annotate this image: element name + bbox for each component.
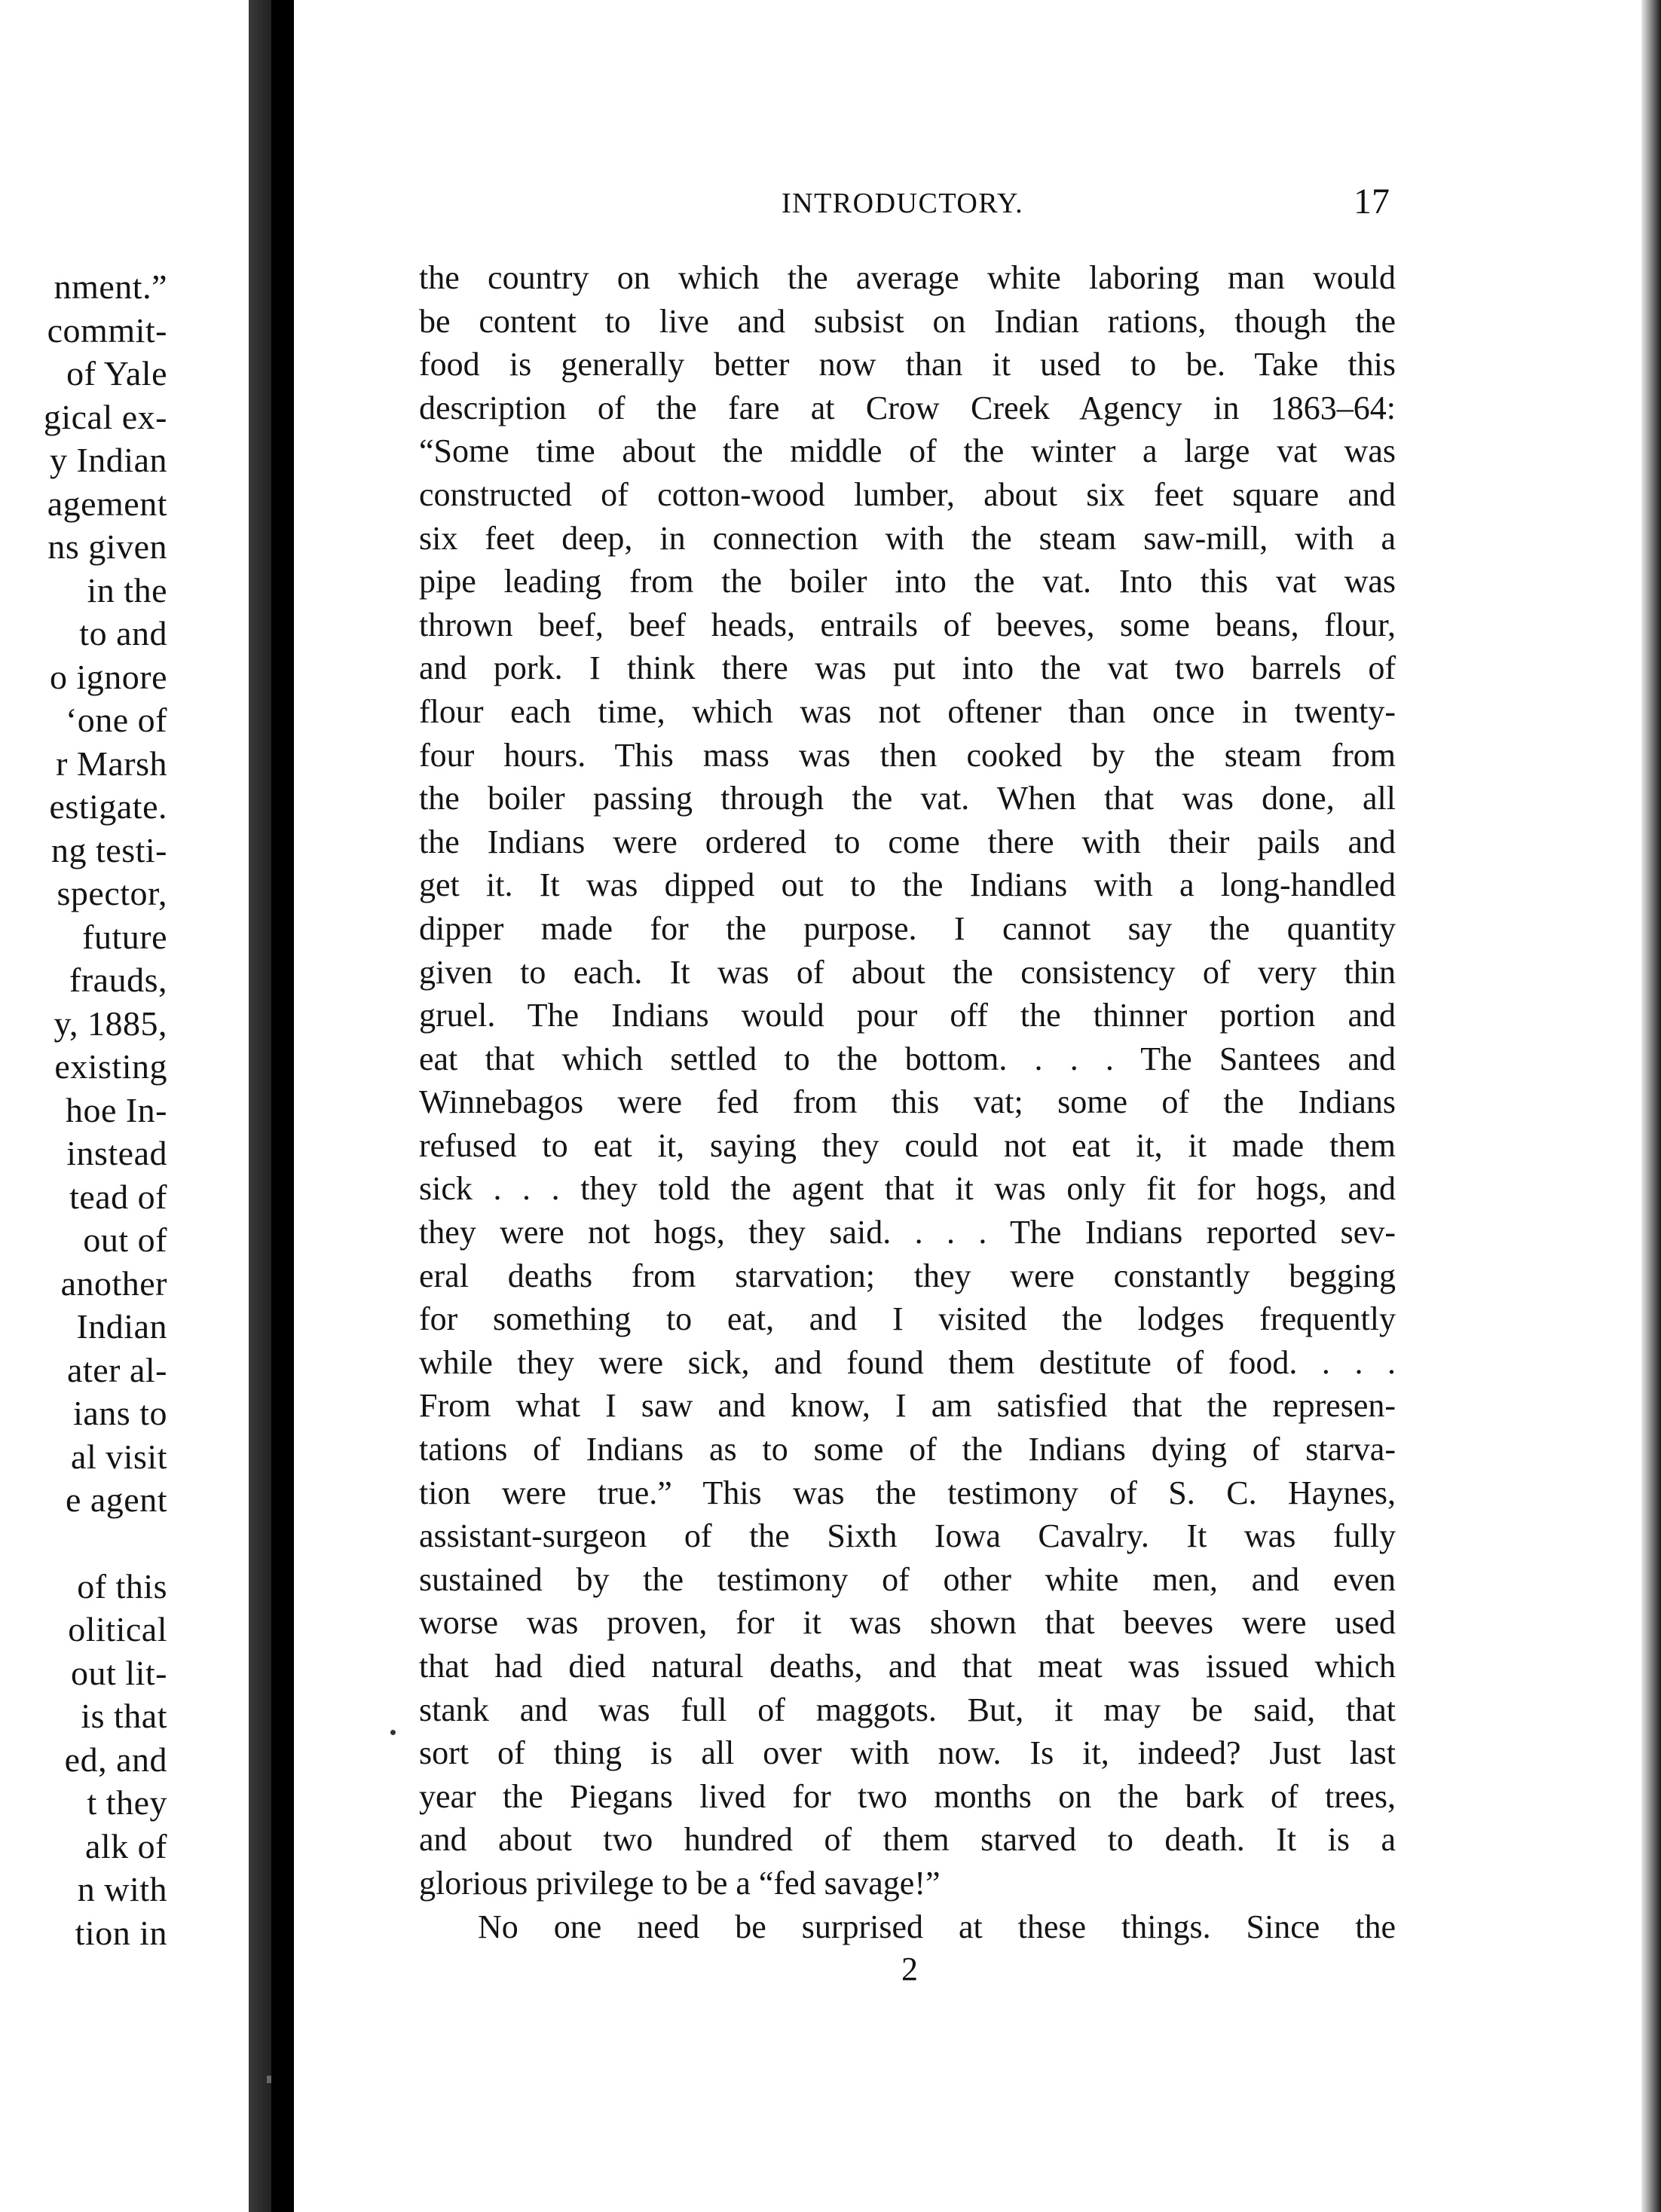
- facing-page-line: of this: [77, 1566, 167, 1606]
- text-line: sort of thing is all over with now. Is it, indeed? Just last: [419, 1734, 1396, 1772]
- facing-page-line: alk of: [84, 1826, 167, 1865]
- facing-page-line: frauds,: [69, 961, 167, 999]
- facing-page-line: ed, and: [64, 1740, 167, 1779]
- text-line: “Some time about the middle of the winter a large vat was: [419, 432, 1396, 470]
- facing-page-line: al visit: [71, 1437, 167, 1476]
- page-number: 17: [1354, 182, 1390, 222]
- text-line: thrown beef, beef heads, entrails of beeves, some beans, flour,: [419, 606, 1396, 643]
- facing-page-line: of Yale: [66, 354, 167, 393]
- facing-page-line: r Marsh: [56, 744, 167, 783]
- text-line: get it. It was dipped out to the Indians with a long-handled: [419, 866, 1396, 904]
- facing-page-line: ng testi-: [51, 830, 167, 869]
- text-line: worse was proven, for it was shown that beeves were used: [419, 1604, 1396, 1642]
- facing-page-line: n with: [77, 1870, 167, 1908]
- facing-page-text: [44, 265, 167, 1954]
- facing-page-line: ater al-: [67, 1350, 167, 1389]
- text-line: for something to eat, and I visited the lodges frequently: [419, 1300, 1396, 1338]
- facing-page-line: spector,: [57, 874, 167, 912]
- facing-page-line: e agent: [65, 1480, 167, 1519]
- facing-page-line: agement: [47, 484, 167, 523]
- text-line: that had died natural deaths, and that meat was issued which: [419, 1648, 1396, 1685]
- text-line: description of the fare at Crow Creek Agency in 1863–64:: [419, 389, 1396, 426]
- margin-mark: [267, 2076, 271, 2083]
- running-head: INTRODUCTORY.: [782, 188, 1024, 219]
- text-line: sick . . . they told the agent that it was only fit for hogs, and: [419, 1170, 1396, 1208]
- text-line: flour each time, which was not oftener than once in twenty-: [419, 692, 1396, 730]
- text-line: tion were true.” This was the testimony of S. C. Haynes,: [419, 1474, 1396, 1511]
- text-line: four hours. This mass was then cooked by the steam from: [419, 736, 1396, 774]
- text-line: refused to eat it, saying they could not eat it, it made them: [419, 1126, 1396, 1164]
- text-line: they were not hogs, they said. . . . The Indians reported sev-: [419, 1214, 1396, 1251]
- facing-page-line: [44, 1522, 167, 1565]
- text-line: glorious privilege to be a “fed savage!”: [419, 1864, 941, 1902]
- text-line: year the Piegans lived for two months on the bark of trees,: [419, 1777, 1396, 1815]
- text-line: and about two hundred of them starved to death. It is a: [419, 1821, 1396, 1859]
- text-line: pipe leading from the boiler into the vat. Into this vat was: [419, 563, 1396, 600]
- text-line: constructed of cotton-wood lumber, about six feet square and: [419, 475, 1396, 513]
- text-line: No one need be surprised at these things. Since the: [478, 1908, 1396, 1945]
- text-line: given to each. It was of about the consistency of very thin: [419, 953, 1396, 991]
- facing-page-line: to and: [79, 614, 167, 652]
- text-line: six feet deep, in connection with the steam saw-mill, with a: [419, 519, 1396, 557]
- facing-page: [0, 0, 249, 2212]
- text-line: tations of Indians as to some of the Indians dying of starva-: [419, 1431, 1396, 1468]
- facing-page-line: ians to: [73, 1394, 167, 1432]
- body-text: [419, 256, 1396, 1948]
- facing-page-line: future: [82, 917, 167, 956]
- facing-page-line: instead: [66, 1134, 167, 1172]
- facing-page-line: y Indian: [49, 441, 167, 479]
- text-line: the country on which the average white laboring man would: [419, 259, 1396, 296]
- facing-page-line: another: [60, 1263, 167, 1303]
- text-line: the Indians were ordered to come there with their pails and: [419, 823, 1396, 860]
- facing-page-line: gical ex-: [43, 397, 167, 436]
- facing-page-line: commit-: [47, 310, 167, 350]
- facing-page-line: t they: [87, 1783, 167, 1822]
- text-line: sustained by the testimony of other white men, and even: [419, 1560, 1396, 1598]
- book-gutter: [249, 0, 271, 2212]
- facing-page-line: y, 1885,: [54, 1004, 167, 1043]
- text-line: Winnebagos were fed from this vat; some of the Indians: [419, 1083, 1396, 1121]
- text-line: assistant-surgeon of the Sixth Iowa Cavalry. It was fully: [419, 1517, 1396, 1555]
- text-line: eat that which settled to the bottom. . . . The Santees and: [419, 1040, 1396, 1077]
- text-line: gruel. The Indians would pour off the thinner portion and: [419, 997, 1396, 1034]
- facing-page-line: hoe In-: [65, 1090, 167, 1129]
- text-line: be content to live and subsist on Indian rations, though the: [419, 302, 1396, 340]
- page-edge: [1641, 0, 1661, 2212]
- text-line: dipper made for the purpose. I cannot say the quantity: [419, 909, 1396, 947]
- facing-page-line: ‘one of: [65, 701, 167, 739]
- facing-page-line: estigate.: [49, 787, 167, 826]
- facing-page-line: existing: [54, 1047, 167, 1086]
- facing-page-line: tion in: [75, 1913, 167, 1952]
- signature-mark: 2: [901, 1951, 918, 1987]
- text-line: eral deaths from starvation; they were constantly begging: [419, 1257, 1396, 1294]
- facing-page-line: in the: [87, 570, 167, 610]
- text-line: From what I saw and know, I am satisfied that the represen-: [419, 1387, 1396, 1425]
- facing-page-line: ns given: [47, 527, 167, 566]
- text-line: food is generally better now than it used to be. Take this: [419, 346, 1396, 383]
- facing-page-line: olitical: [68, 1610, 167, 1648]
- text-line: while they were sick, and found them destitute of food. . . .: [419, 1343, 1396, 1381]
- printers-mark: [390, 1730, 396, 1735]
- facing-page-line: tead of: [69, 1177, 167, 1216]
- facing-page-line: o ignore: [49, 657, 167, 696]
- facing-page-line: out lit-: [71, 1653, 167, 1692]
- text-line: stank and was full of maggots. But, it may be said, that: [419, 1691, 1396, 1728]
- facing-page-line: Indian: [76, 1307, 167, 1346]
- facing-page-line: nment.”: [54, 267, 167, 306]
- text-line: the boiler passing through the vat. When that was done, all: [419, 780, 1396, 817]
- facing-page-line: out of: [83, 1221, 167, 1259]
- facing-page-line: is that: [81, 1697, 167, 1735]
- text-line: and pork. I think there was put into the vat two barrels of: [419, 649, 1396, 687]
